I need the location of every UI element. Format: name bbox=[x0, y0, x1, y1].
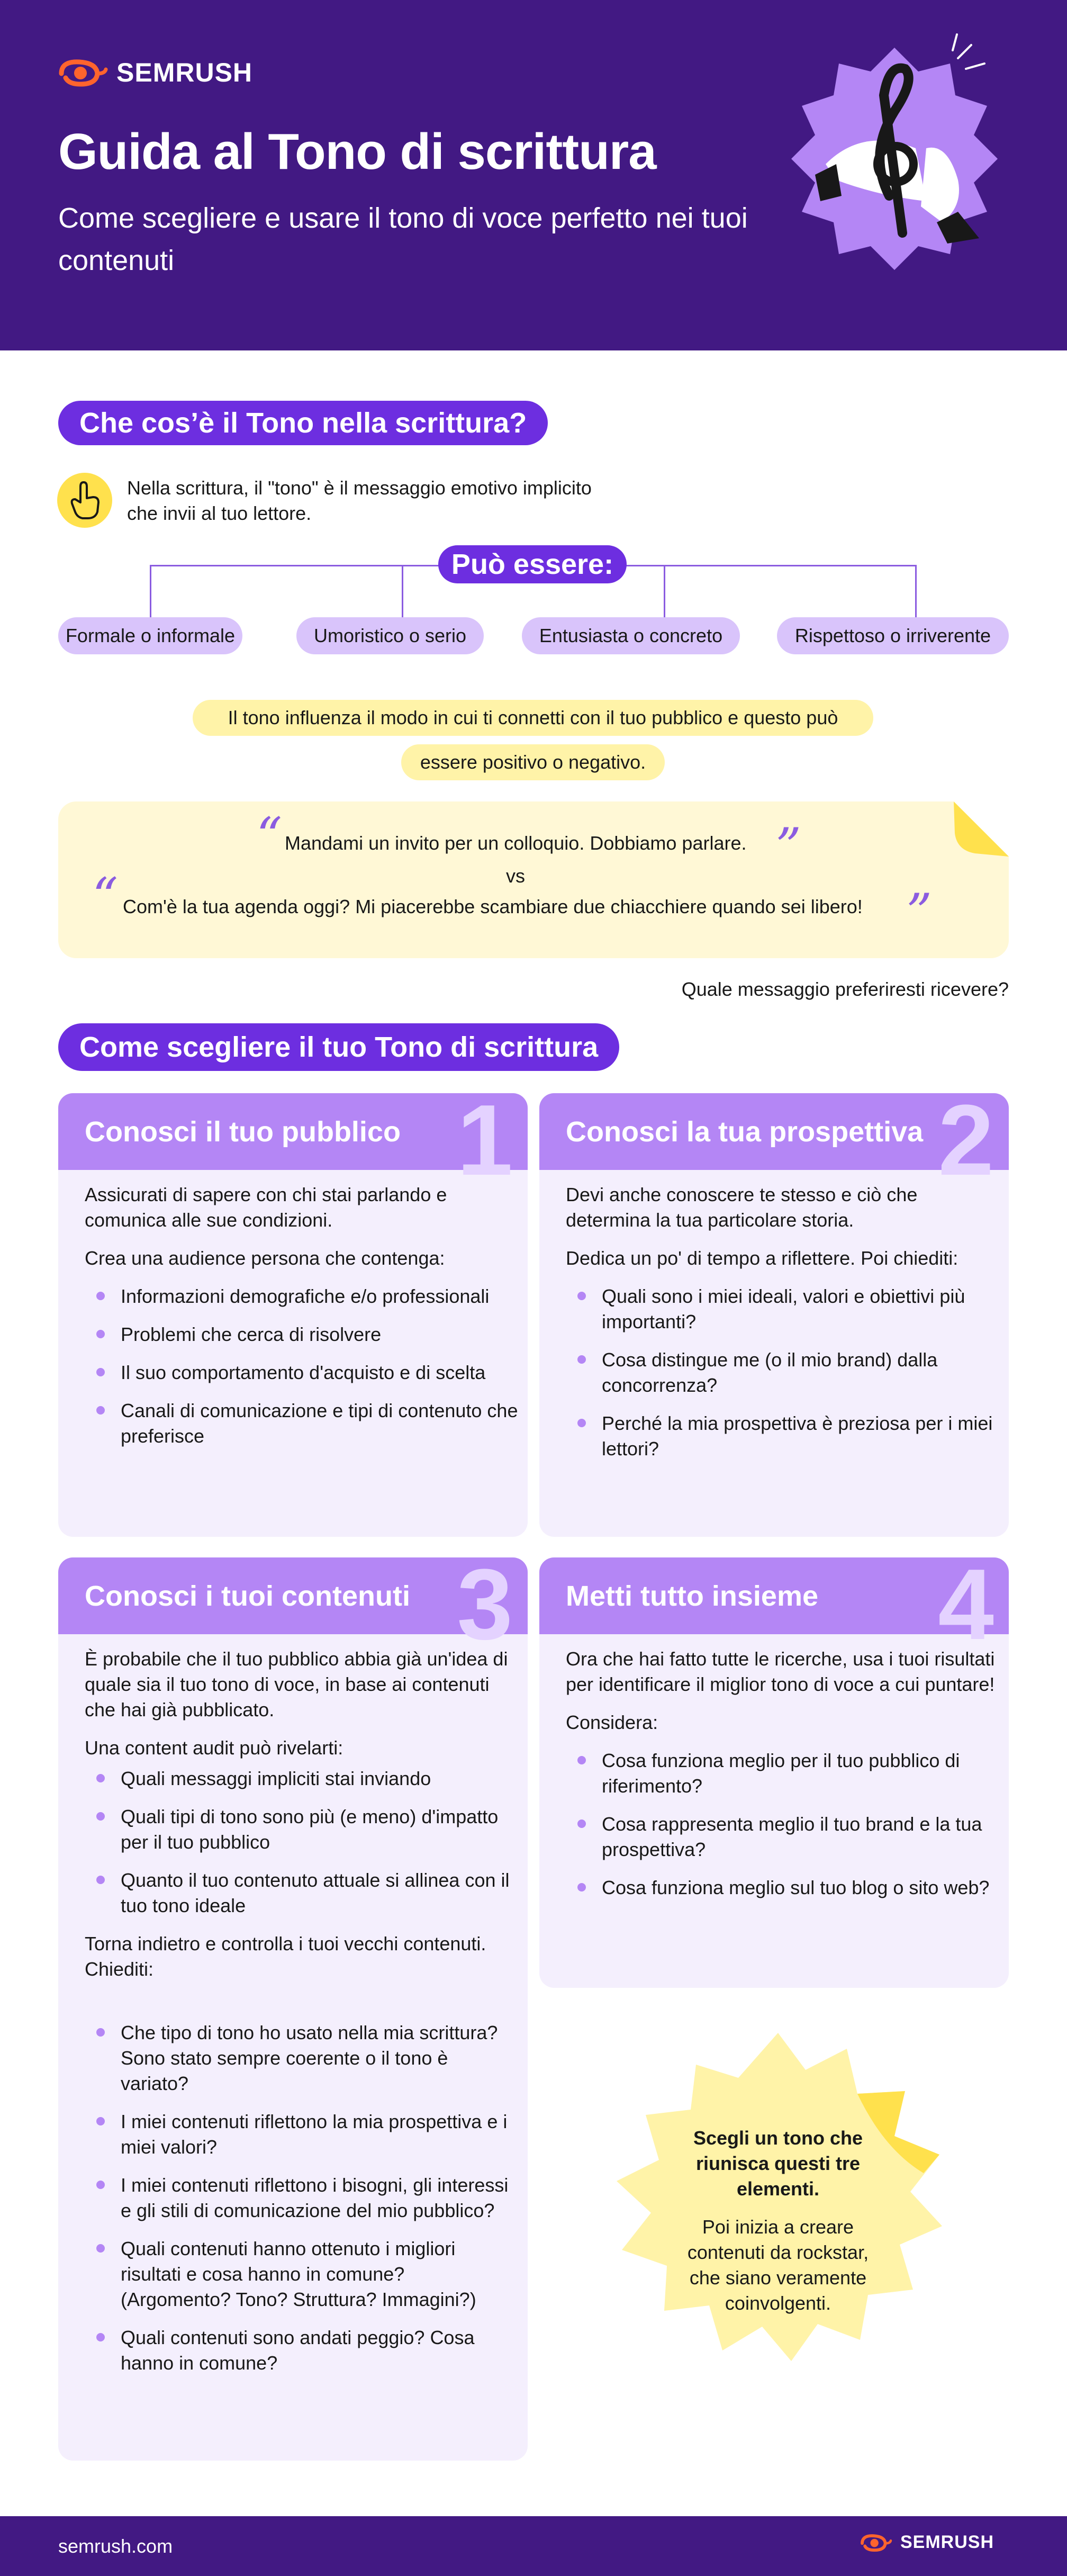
card-number: 1 bbox=[457, 1093, 513, 1196]
semrush-logo-icon bbox=[860, 2533, 893, 2552]
hand-pointer-icon bbox=[57, 473, 112, 528]
list-item: I miei contenuti riflettono la mia prospettiva e i miei valori? bbox=[85, 2109, 519, 2160]
folded-corner-icon bbox=[954, 801, 1009, 857]
card-list bbox=[566, 1748, 1000, 1901]
card-intro: Assicurati di sapere con chi stai parlando e comunica alle sue condizioni. bbox=[85, 1184, 447, 1231]
card-body bbox=[85, 1646, 519, 2389]
quote-open-mark-1: “ bbox=[256, 807, 283, 866]
card-know-perspective bbox=[539, 1093, 1009, 1537]
card-intro: Devi anche conoscere te stesso e ciò che determina la tua particolare storia. bbox=[566, 1184, 918, 1231]
quote-vs: vs bbox=[506, 865, 525, 887]
hand-circle bbox=[57, 473, 112, 528]
card-put-together bbox=[539, 1557, 1009, 1988]
list-item: Quali contenuti sono andati peggio? Cosa hanno in comune? bbox=[85, 2325, 519, 2376]
card-body bbox=[566, 1182, 1000, 1474]
list-item: Cosa distingue me (o il mio brand) dalla concorrenza? bbox=[566, 1347, 1000, 1398]
quote-comparison-box bbox=[58, 801, 1009, 958]
influence-line-2: essere positivo o negativo. bbox=[401, 744, 665, 780]
card-list bbox=[566, 1284, 1000, 1462]
card-know-content bbox=[58, 1557, 528, 2461]
card-lead: Considera: bbox=[566, 1712, 658, 1733]
quote-open-mark-2: “ bbox=[92, 867, 119, 926]
list-item: I miei contenuti riflettono i bisogni, gli interessi e gli stili di comunicazione del mio pubblico? bbox=[85, 2173, 519, 2223]
page-title: Guida al Tono di scrittura bbox=[58, 123, 656, 180]
tree-connector-2 bbox=[402, 565, 403, 618]
footer-semrush-logo[interactable] bbox=[860, 2532, 994, 2553]
list-item: Che tipo di tono ho usato nella mia scrittura? Sono stato sempre coerente o il tono è variato? bbox=[85, 2020, 519, 2096]
semrush-logo-icon bbox=[58, 58, 109, 87]
list-item: Informazioni demografiche e/o professionali bbox=[85, 1284, 519, 1309]
list-item: Problemi che cerca di risolvere bbox=[85, 1322, 519, 1347]
card-body bbox=[85, 1182, 519, 1462]
card-list bbox=[85, 1284, 519, 1449]
card-number: 2 bbox=[938, 1093, 994, 1196]
quote-informal: Com'è la tua agenda oggi? Mi piacerebbe scambiare due chiacchiere quando sei libero! bbox=[123, 896, 863, 917]
quote-formal: Mandami un invito per un colloquio. Dobbiamo parlare. bbox=[285, 832, 747, 854]
card-title: Conosci i tuoi contenuti bbox=[85, 1580, 410, 1612]
card-header bbox=[58, 1557, 528, 1661]
tree-connector-3 bbox=[664, 565, 665, 618]
tree-connector-4 bbox=[915, 565, 917, 618]
card-number: 3 bbox=[457, 1557, 513, 1661]
tone-definition: Nella scrittura, il "tono" è il messaggio emotivo implicito che invii al tuo lettore. bbox=[127, 477, 592, 524]
section-heading-choose-tone: Come scegliere il tuo Tono di scrittura bbox=[58, 1023, 619, 1071]
option-humorous-serious: Umoristico o serio bbox=[296, 617, 484, 654]
card-header bbox=[58, 1093, 528, 1196]
card-lead: Crea una audience persona che contenga: bbox=[85, 1247, 445, 1269]
card-body bbox=[566, 1646, 1000, 1913]
footer-url-link[interactable]: semrush.com bbox=[58, 2535, 173, 2557]
list-item: Quanto il tuo contenuto attuale si allinea con il tuo tono ideale bbox=[85, 1868, 519, 1919]
list-item: Quali messaggi impliciti stai inviando bbox=[85, 1766, 519, 1791]
card-title: Conosci la tua prospettiva bbox=[566, 1116, 924, 1148]
treble-clef-illustration bbox=[757, 21, 1032, 296]
list-item: Canali di comunicazione e tipi di contenuto che preferisce bbox=[85, 1398, 519, 1449]
card-lead: Una content audit può rivelarti: bbox=[85, 1737, 343, 1759]
page-footer bbox=[0, 2516, 1067, 2576]
callout-bold: Scegli un tono che riunisca questi tre elementi. bbox=[693, 2127, 863, 2200]
card-list bbox=[85, 1766, 519, 1919]
card-title: Conosci il tuo pubblico bbox=[85, 1116, 401, 1148]
list-item: Quali tipi di tono sono più (e meno) d'impatto per il tuo pubblico bbox=[85, 1804, 519, 1855]
card-header bbox=[539, 1093, 1009, 1196]
tree-connector-1 bbox=[150, 565, 151, 618]
list-item: Cosa rappresenta meglio il tuo brand e la tua prospettiva? bbox=[566, 1812, 1000, 1862]
list-item: Quali sono i miei ideali, valori e obiettivi più importanti? bbox=[566, 1284, 1000, 1335]
quote-close-mark-2: ” bbox=[906, 883, 933, 942]
card-number: 4 bbox=[938, 1557, 994, 1661]
list-item: Cosa funziona meglio sul tuo blog o sito web? bbox=[566, 1875, 1000, 1901]
card-intro: È probabile che il tuo pubblico abbia già un'idea di quale sia il tuo tono di voce, in base ai contenuti che hai già pubblicato. bbox=[85, 1648, 508, 1721]
option-formal-informal: Formale o informale bbox=[58, 617, 242, 654]
section-heading-what-is-tone: Che cos’è il Tono nella scrittura? bbox=[58, 401, 548, 445]
list-item: Il suo comportamento d'acquisto e di scelta bbox=[85, 1360, 519, 1385]
card-lead: Dedica un po' di tempo a riflettere. Poi chiediti: bbox=[566, 1247, 959, 1269]
card-list-2 bbox=[85, 2020, 519, 2376]
list-item: Cosa funziona meglio per il tuo pubblico di riferimento? bbox=[566, 1748, 1000, 1799]
question-prompt: Quale messaggio preferiresti ricevere? bbox=[681, 978, 1009, 1000]
card-intro: Ora che hai fatto tutte le ricerche, usa i tuoi risultati per identificare il miglior tono di voce a cui puntare! bbox=[566, 1648, 995, 1695]
option-enthusiastic-concrete: Entusiasta o concreto bbox=[522, 617, 740, 654]
influence-line-1: Il tono influenza il modo in cui ti connetti con il tuo pubblico e questo può bbox=[193, 700, 873, 736]
quote-close-mark-1: ” bbox=[775, 817, 802, 877]
option-respectful-irreverent: Rispettoso o irriverente bbox=[777, 617, 1009, 654]
card-lead-2: Torna indietro e controlla i tuoi vecchi contenuti. Chiediti: bbox=[85, 1933, 486, 1980]
list-item: Quali contenuti hanno ottenuto i migliori risultati e cosa hanno in comune? (Argomento? Tono? Struttura? Immagini?) bbox=[85, 2236, 519, 2312]
card-header bbox=[539, 1557, 1009, 1661]
list-item: Perché la mia prospettiva è preziosa per i miei lettori? bbox=[566, 1411, 1000, 1462]
card-know-audience bbox=[58, 1093, 528, 1537]
semrush-logo[interactable] bbox=[58, 57, 252, 88]
footer-brand-name: SEMRUSH bbox=[900, 2532, 994, 2552]
page-subtitle: Come scegliere e usare il tono di voce perfetto nei tuoi contenuti bbox=[58, 202, 748, 276]
may-be-label: Può essere: bbox=[438, 545, 627, 583]
callout-body: Poi inizia a creare contenuti da rockstar, che siano veramente coinvolgenti. bbox=[687, 2216, 869, 2314]
callout-text bbox=[683, 2125, 873, 2316]
card-title: Metti tutto insieme bbox=[566, 1580, 819, 1612]
brand-name: SEMRUSH bbox=[116, 58, 253, 87]
page-header bbox=[0, 0, 1067, 350]
